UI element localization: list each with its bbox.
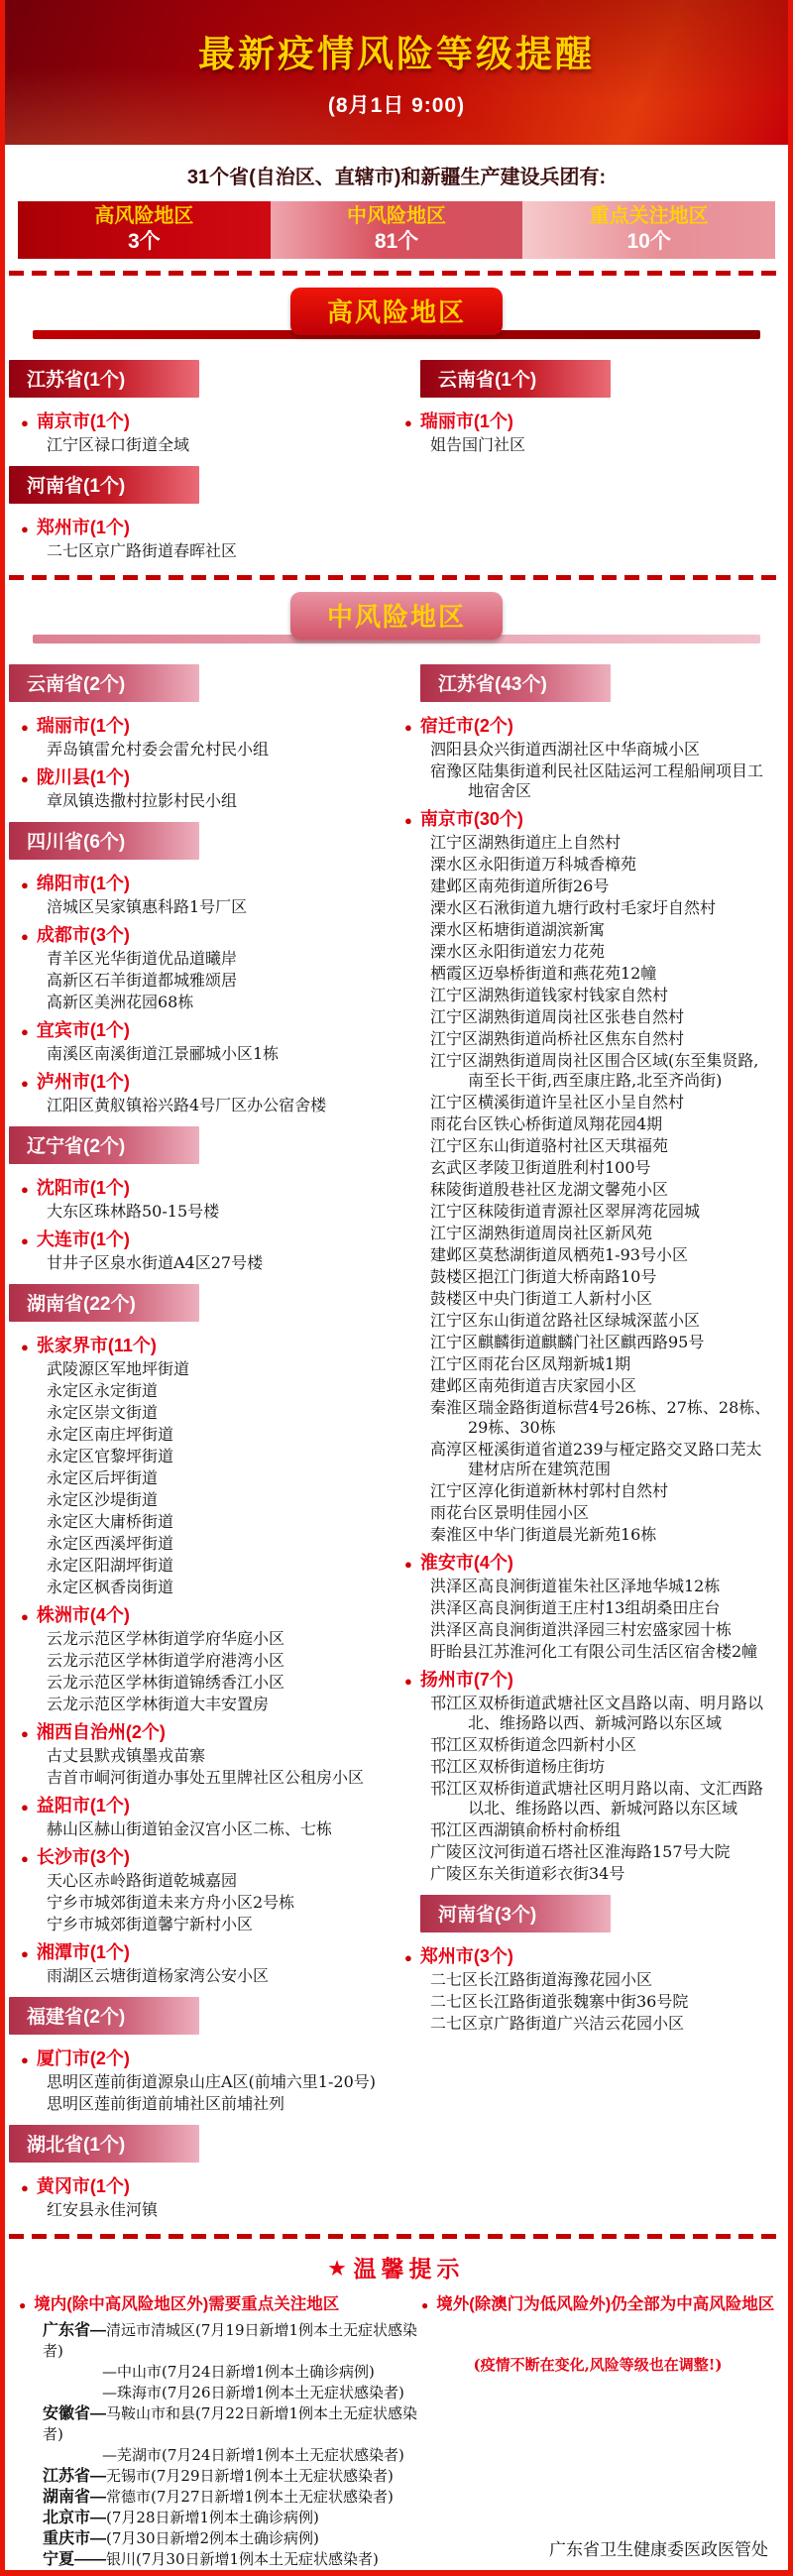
tip-line bbox=[17, 2466, 419, 2487]
city-name: 绵阳市(1个) bbox=[36, 874, 130, 893]
place-item: 赫山区赫山街道铂金汉宫小区二栋、七栋 bbox=[47, 1819, 333, 1838]
summary-box-count: 3个 bbox=[127, 230, 161, 254]
bullet-icon: ● bbox=[21, 1800, 29, 1815]
city-line bbox=[402, 1549, 774, 1575]
bullet-icon: ● bbox=[404, 813, 412, 828]
tips-domestic-heading-text: 境内(除中高风险地区外)需要重点关注地区 bbox=[34, 2295, 340, 2313]
place-item: 江宁区湖熟街道钱家村钱家自然村 bbox=[430, 986, 669, 1004]
place-item: 建邺区莫愁湖街道凤栖苑1-93号小区 bbox=[430, 1245, 688, 1264]
tip-line-text: (7月28日新增1例本土确诊病例) bbox=[106, 2509, 319, 2526]
city-line bbox=[402, 408, 774, 433]
province-header: 河南省(1个) bbox=[9, 466, 199, 504]
bullet-icon: ● bbox=[420, 2298, 429, 2312]
province-header: 辽宁省(2个) bbox=[9, 1126, 199, 1164]
place-item: 江宁区雨花台区凤翔新城1期 bbox=[430, 1354, 631, 1373]
place-item: 江宁区淳化街道新林村郭村自然村 bbox=[430, 1481, 669, 1500]
place-item: 建邺区南苑街道吉庆家园小区 bbox=[430, 1376, 637, 1395]
tips-domestic-lines bbox=[17, 2320, 419, 2570]
tip-line-text: —中山市(7月24日新增1例本土确诊病例) bbox=[102, 2363, 375, 2381]
city-line bbox=[19, 1174, 391, 1200]
city-name: 陇川县(1个) bbox=[36, 767, 130, 787]
bullet-icon: ● bbox=[404, 720, 412, 735]
place-item: 雨湖区云塘街道杨家湾公安小区 bbox=[47, 1966, 270, 1985]
bullet-icon: ● bbox=[21, 2180, 29, 2195]
place-item: 高新区石羊街道都城雅颂居 bbox=[47, 971, 238, 990]
footer-credit: 广东省卫生健康委医政医管处 bbox=[548, 2540, 768, 2560]
place-item: 吉首市峒河街道办事处五里牌社区公租房小区 bbox=[47, 1768, 365, 1787]
tips-title-text: 温馨提示 bbox=[353, 2256, 465, 2282]
place-item: 姐告国门社区 bbox=[430, 435, 526, 454]
bullet-icon: ● bbox=[21, 1851, 29, 1866]
place-item: 广陵区东关街道彩衣街34号 bbox=[430, 1864, 625, 1883]
bullet-icon: ● bbox=[21, 2052, 29, 2067]
city-name: 瑞丽市(1个) bbox=[419, 411, 513, 431]
risk-column bbox=[396, 351, 780, 457]
place-item: 章凤镇迭撒村拉影村民小组 bbox=[47, 791, 238, 810]
place-item: 溧水区石湫街道九塘行政村毛家圩自然村 bbox=[430, 898, 717, 917]
city-name: 淮安市(4个) bbox=[419, 1553, 513, 1573]
tip-line bbox=[17, 2445, 419, 2466]
place-item: 红安县永佳河镇 bbox=[47, 2200, 159, 2219]
summary-box-label: 中风险地区 bbox=[347, 205, 446, 228]
place-item: 南溪区南溪街道江景郦城小区1栋 bbox=[47, 1044, 280, 1063]
place-item: 古丈县默戎镇墨戎苗寨 bbox=[47, 1746, 206, 1765]
province-block bbox=[19, 1988, 391, 2114]
place-item: 江宁区东山街道骆村社区天琪福苑 bbox=[430, 1136, 669, 1155]
bullet-icon: ● bbox=[21, 878, 29, 892]
city-name: 长沙市(3个) bbox=[36, 1847, 130, 1867]
tips-overseas-heading bbox=[419, 2293, 776, 2316]
city-line bbox=[402, 1942, 774, 1968]
province-header: 河南省(3个) bbox=[420, 1895, 611, 1932]
tip-line-province: 宁夏—— bbox=[43, 2551, 107, 2568]
city-line bbox=[19, 1016, 391, 1042]
place-item: 永定区南庄坪街道 bbox=[47, 1425, 174, 1444]
bullet-icon: ● bbox=[21, 1233, 29, 1248]
city-line bbox=[19, 1601, 391, 1627]
bullet-icon: ● bbox=[21, 771, 29, 786]
place-item: 大东区珠林路50-15号楼 bbox=[47, 1202, 220, 1221]
province-header: 湖北省(1个) bbox=[9, 2125, 199, 2163]
tip-line bbox=[17, 2403, 419, 2445]
summary-box-count: 10个 bbox=[626, 230, 671, 254]
province-block bbox=[19, 457, 391, 561]
place-item: 江宁区湖熟街道尚桥社区焦东自然村 bbox=[430, 1029, 685, 1048]
bullet-icon: ● bbox=[21, 929, 29, 944]
place-item: 邗江区双桥街道武塘社区明月路以南、文汇西路以北、维扬路以西、新城河路以东区域 bbox=[430, 1779, 764, 1817]
tips-grid bbox=[5, 2293, 788, 2570]
mid-risk-section-title: 中风险地区 bbox=[290, 592, 503, 640]
place-item: 江宁区湖熟街道周岗社区张巷自然村 bbox=[430, 1007, 685, 1026]
province-block bbox=[19, 351, 391, 455]
banner-datetime: (8月1日 9:00) bbox=[327, 94, 466, 117]
city-name: 南京市(30个) bbox=[419, 809, 523, 829]
place-item: 广陵区汶河街道石塔社区淮海路157号大院 bbox=[430, 1842, 731, 1861]
place-item: 永定区枫香岗街道 bbox=[47, 1578, 174, 1596]
tips-title bbox=[5, 2251, 788, 2283]
place-item: 二七区长江路街道张魏寨中街36号院 bbox=[430, 1992, 689, 2011]
city-line bbox=[19, 1332, 391, 1357]
province-block bbox=[19, 813, 391, 1115]
place-item: 邗江区西湖镇俞桥村俞桥组 bbox=[430, 1820, 622, 1839]
place-item: 云龙示范区学林街道学府华庭小区 bbox=[47, 1629, 285, 1648]
place-item: 江宁区禄口街道全域 bbox=[47, 435, 190, 454]
place-item: 栖霞区迈皋桥街道和燕花苑12幢 bbox=[430, 964, 657, 983]
city-line bbox=[19, 2045, 391, 2070]
place-item: 鼓楼区中央门街道工人新村小区 bbox=[430, 1289, 653, 1308]
place-item: 宁乡市城郊街道馨宁新村小区 bbox=[47, 1915, 254, 1933]
place-item: 云龙示范区学林街道学府港湾小区 bbox=[47, 1651, 285, 1670]
place-item: 溧水区柘塘街道湖滨新寓 bbox=[430, 920, 606, 939]
place-item: 云龙示范区学林街道大丰安置房 bbox=[47, 1695, 270, 1713]
separator bbox=[9, 2234, 784, 2239]
place-item: 溧水区永阳街道宏力花苑 bbox=[430, 942, 606, 961]
tip-line bbox=[17, 2549, 419, 2570]
risk-column bbox=[13, 351, 396, 563]
place-item: 玄武区孝陵卫街道胜利村100号 bbox=[430, 1158, 651, 1177]
bullet-icon: ● bbox=[21, 1182, 29, 1197]
star-icon: ★ bbox=[328, 2259, 346, 2280]
city-name: 扬州市(7个) bbox=[419, 1670, 513, 1690]
summary-row bbox=[18, 201, 775, 259]
bullet-icon: ● bbox=[21, 1076, 29, 1091]
province-header: 四川省(6个) bbox=[9, 822, 199, 860]
tip-line-text: 清远市清城区(7月19日新增1例本土无症状感染者) bbox=[43, 2321, 418, 2360]
city-line bbox=[402, 805, 774, 831]
place-item: 江宁区湖熟街道周岗社区新风苑 bbox=[430, 1224, 653, 1242]
tips-domestic-heading bbox=[17, 2293, 419, 2316]
city-name: 湘西自治州(2个) bbox=[36, 1722, 166, 1742]
city-line bbox=[19, 1718, 391, 1744]
city-line bbox=[19, 763, 391, 789]
city-line bbox=[19, 712, 391, 738]
place-item: 思明区莲前街道源泉山庄A区(前埔六里1-20号) bbox=[47, 2072, 376, 2091]
place-item: 甘井子区泉水街道A4区27号楼 bbox=[47, 1253, 264, 1272]
place-item: 洪泽区高良涧街道洪泽园三村宏盛家园十栋 bbox=[430, 1620, 733, 1639]
place-item: 秦淮区中华门街道晨光新苑16栋 bbox=[430, 1525, 657, 1544]
place-item: 秦淮区瑞金路街道标营4号26栋、27栋、28栋、29栋、30栋 bbox=[430, 1398, 771, 1437]
place-item: 江宁区横溪街道许呈社区小呈自然村 bbox=[430, 1093, 685, 1112]
city-name: 黄冈市(1个) bbox=[36, 2176, 130, 2196]
risk-column bbox=[13, 655, 396, 2222]
place-item: 高新区美洲花园68栋 bbox=[47, 993, 194, 1011]
place-item: 高淳区桠溪街道省道239与桠定路交叉路口芜太建材店所在建筑范围 bbox=[430, 1440, 762, 1478]
bullet-icon: ● bbox=[21, 720, 29, 735]
place-item: 洪泽区高良涧街道崔朱社区泽地华城12栋 bbox=[430, 1577, 721, 1595]
city-name: 南京市(1个) bbox=[36, 411, 130, 431]
tip-line-text: 马鞍山市和县(7月22日新增1例本土无症状感染者) bbox=[43, 2404, 418, 2443]
province-header: 湖南省(22个) bbox=[9, 1284, 199, 1322]
place-item: 永定区官黎坪街道 bbox=[47, 1447, 174, 1465]
place-item: 江宁区秣陵街道青源社区翠屏湾花园城 bbox=[430, 1202, 701, 1221]
tips-note: (疫情不断在变化,风险等级也在调整!) bbox=[473, 2356, 723, 2374]
place-item: 洪泽区高良涧街道王庄村13组胡桑田庄台 bbox=[430, 1598, 721, 1617]
bullet-icon: ● bbox=[21, 1946, 29, 1961]
bullet-icon: ● bbox=[21, 1609, 29, 1624]
province-block bbox=[19, 655, 391, 811]
place-item: 二七区京广路街道春晖社区 bbox=[47, 541, 238, 560]
place-item: 溧水区永阳街道万科城香樟苑 bbox=[430, 855, 637, 874]
place-item: 宁乡市城郊街道未来方舟小区2号栋 bbox=[47, 1893, 295, 1912]
place-item: 邗江区双桥街道念四新村小区 bbox=[430, 1735, 637, 1754]
place-item: 青羊区光华街道优品道曦岸 bbox=[47, 949, 238, 968]
province-block bbox=[402, 655, 774, 1884]
province-header: 云南省(1个) bbox=[420, 360, 611, 398]
bullet-icon: ● bbox=[404, 1950, 412, 1965]
place-item: 江宁区麒麟街道麒麟门社区麒西路95号 bbox=[430, 1333, 705, 1351]
place-item: 云龙示范区学林街道锦绣香江小区 bbox=[47, 1673, 285, 1692]
bullet-icon: ● bbox=[19, 2298, 27, 2312]
place-item: 永定区崇文街道 bbox=[47, 1403, 159, 1422]
city-name: 沈阳市(1个) bbox=[36, 1178, 130, 1198]
place-item: 秣陵街道殷巷社区龙湖文馨苑小区 bbox=[430, 1180, 669, 1199]
place-item: 泗阳县众兴街道西湖社区中华商城小区 bbox=[430, 740, 701, 759]
place-item: 邗江区双桥街道武塘社区文昌路以南、明月路以北、维扬路以西、新城河路以东区域 bbox=[430, 1694, 764, 1732]
province-header: 云南省(2个) bbox=[9, 664, 199, 702]
tip-line bbox=[17, 2362, 419, 2383]
tip-line bbox=[17, 2383, 419, 2403]
place-item: 永定区后坪街道 bbox=[47, 1468, 159, 1487]
place-item: 涪城区吴家镇惠科路1号厂区 bbox=[47, 897, 248, 916]
city-line bbox=[19, 1843, 391, 1869]
place-item: 盱眙县江苏淮河化工有限公司生活区宿舍楼2幢 bbox=[430, 1642, 758, 1661]
place-item: 江宁区湖熟街道庄上自然村 bbox=[430, 833, 622, 852]
place-item: 邗江区双桥街道杨庄街坊 bbox=[430, 1757, 606, 1776]
place-item: 雨花台区铁心桥街道凤翔花园4期 bbox=[430, 1114, 663, 1133]
city-name: 泸州市(1个) bbox=[36, 1072, 130, 1092]
bullet-icon: ● bbox=[21, 415, 29, 430]
city-line bbox=[402, 1666, 774, 1692]
bullet-icon: ● bbox=[21, 1024, 29, 1039]
bullet-icon: ● bbox=[404, 415, 412, 430]
city-line bbox=[19, 1792, 391, 1817]
city-line bbox=[19, 921, 391, 947]
place-item: 永定区阳湖坪街道 bbox=[47, 1556, 174, 1575]
tip-line bbox=[17, 2528, 419, 2549]
high-risk-grid bbox=[5, 351, 788, 563]
place-item: 建邺区南苑街道所街26号 bbox=[430, 877, 610, 895]
tip-line-text: 常德市(7月27日新增1例本土无症状感染者) bbox=[106, 2488, 394, 2506]
place-item: 二七区京广路街道广兴洁云花园小区 bbox=[430, 2014, 685, 2033]
place-item: 鼓楼区挹江门街道大桥南路10号 bbox=[430, 1267, 657, 1286]
summary-box bbox=[18, 201, 271, 259]
summary-box-count: 81个 bbox=[374, 230, 419, 254]
city-name: 成都市(3个) bbox=[36, 925, 130, 945]
place-item: 宿豫区陆集街道利民社区陆运河工程船闸项目工地宿舍区 bbox=[430, 761, 764, 800]
city-name: 郑州市(3个) bbox=[419, 1946, 513, 1966]
tips-overseas-heading-text: 境外(除澳门为低风险外)仍全部为中高风险地区 bbox=[436, 2295, 775, 2313]
bullet-icon: ● bbox=[21, 522, 29, 536]
summary-box bbox=[522, 201, 775, 259]
province-header: 江苏省(1个) bbox=[9, 360, 199, 398]
city-name: 张家界市(11个) bbox=[36, 1336, 157, 1355]
tip-line-text: —珠海市(7月26日新增1例本土无症状感染者) bbox=[102, 2384, 404, 2401]
place-item: 弄岛镇雷允村委会雷允村民小组 bbox=[47, 740, 270, 759]
tip-line-text: (7月30日新增2例本土确诊病例) bbox=[106, 2529, 319, 2547]
mid-risk-grid bbox=[5, 655, 788, 2222]
place-item: 江宁区湖熟街道周岗社区围合区域(东至集贤路,南至长干街,西至康庄路,北至齐尚街) bbox=[430, 1051, 759, 1090]
city-name: 株洲市(4个) bbox=[36, 1605, 130, 1625]
place-item: 永定区西溪坪街道 bbox=[47, 1534, 174, 1553]
city-name: 大连市(1个) bbox=[36, 1229, 130, 1249]
city-line bbox=[19, 870, 391, 895]
tip-line-text: —芜湖市(7月24日新增1例本土无症状感染者) bbox=[102, 2446, 404, 2464]
province-header: 福建省(2个) bbox=[9, 1997, 199, 2035]
place-item: 思明区莲前街道前埔社区前埔社列 bbox=[47, 2094, 285, 2113]
city-name: 宜宾市(1个) bbox=[36, 1020, 130, 1040]
intro-text: 31个省(自治区、直辖市)和新疆生产建设兵团有: bbox=[186, 167, 607, 188]
province-block bbox=[402, 1886, 774, 2034]
bullet-icon: ● bbox=[21, 1340, 29, 1354]
city-line bbox=[19, 1226, 391, 1251]
tip-line-province: 安徽省— bbox=[43, 2405, 107, 2422]
page-title: 最新疫情风险等级提醒 bbox=[198, 34, 595, 74]
place-item: 永定区大庸桥街道 bbox=[47, 1512, 174, 1531]
place-item: 武陵源区军地坪街道 bbox=[47, 1359, 190, 1378]
tips-domestic bbox=[17, 2293, 419, 2570]
tip-line-province: 广东省— bbox=[43, 2322, 107, 2339]
place-item: 天心区赤岭路街道乾城嘉园 bbox=[47, 1871, 238, 1890]
bullet-icon: ● bbox=[404, 1674, 412, 1689]
city-line bbox=[19, 1938, 391, 1964]
city-name: 湘潭市(1个) bbox=[36, 1942, 130, 1962]
separator bbox=[9, 575, 784, 580]
city-name: 郑州市(1个) bbox=[36, 518, 130, 537]
summary-box-label: 高风险地区 bbox=[94, 205, 194, 228]
risk-column bbox=[396, 655, 780, 2036]
province-block bbox=[19, 2116, 391, 2220]
summary-box bbox=[271, 201, 523, 259]
tip-line-text: 银川(7月30日新增1例本土无症状感染者) bbox=[106, 2550, 379, 2568]
bullet-icon: ● bbox=[404, 1557, 412, 1572]
province-block bbox=[402, 351, 774, 455]
place-item: 二七区长江路街道海豫花园小区 bbox=[430, 1970, 653, 1989]
tip-line bbox=[17, 2320, 419, 2362]
tip-line bbox=[17, 2487, 419, 2508]
tip-line bbox=[17, 2508, 419, 2528]
city-name: 宿迁市(2个) bbox=[419, 716, 513, 736]
summary-box-label: 重点关注地区 bbox=[589, 205, 709, 228]
tip-line-text: 无锡市(7月29日新增1例本土无症状感染者) bbox=[106, 2467, 394, 2485]
place-item: 雨花台区景明佳园小区 bbox=[430, 1503, 590, 1522]
city-line bbox=[19, 408, 391, 433]
city-line bbox=[19, 1068, 391, 1094]
tip-line-province: 江苏省— bbox=[43, 2468, 107, 2485]
city-name: 厦门市(2个) bbox=[36, 2049, 130, 2068]
place-item: 永定区永定街道 bbox=[47, 1381, 159, 1400]
province-block bbox=[19, 1117, 391, 1273]
tip-line-province: 北京市— bbox=[43, 2510, 107, 2526]
city-line bbox=[402, 712, 774, 738]
city-name: 瑞丽市(1个) bbox=[36, 716, 130, 736]
tip-line-province: 重庆市— bbox=[43, 2530, 107, 2547]
place-item: 永定区沙堤街道 bbox=[47, 1490, 159, 1509]
bullet-icon: ● bbox=[21, 1726, 29, 1741]
province-header: 江苏省(43个) bbox=[420, 664, 611, 702]
city-line bbox=[19, 2172, 391, 2198]
banner bbox=[0, 0, 793, 145]
tips-overseas bbox=[419, 2293, 776, 2570]
city-name: 益阳市(1个) bbox=[36, 1796, 130, 1815]
province-block bbox=[19, 1275, 391, 1986]
city-line bbox=[19, 514, 391, 539]
place-item: 江阳区黄舣镇裕兴路4号厂区办公宿舍楼 bbox=[47, 1096, 327, 1114]
place-item: 江宁区东山街道岔路社区绿城深蓝小区 bbox=[430, 1311, 701, 1330]
separator bbox=[9, 271, 784, 276]
high-risk-section-title: 高风险地区 bbox=[290, 288, 503, 335]
tip-line-province: 湖南省— bbox=[43, 2489, 107, 2506]
